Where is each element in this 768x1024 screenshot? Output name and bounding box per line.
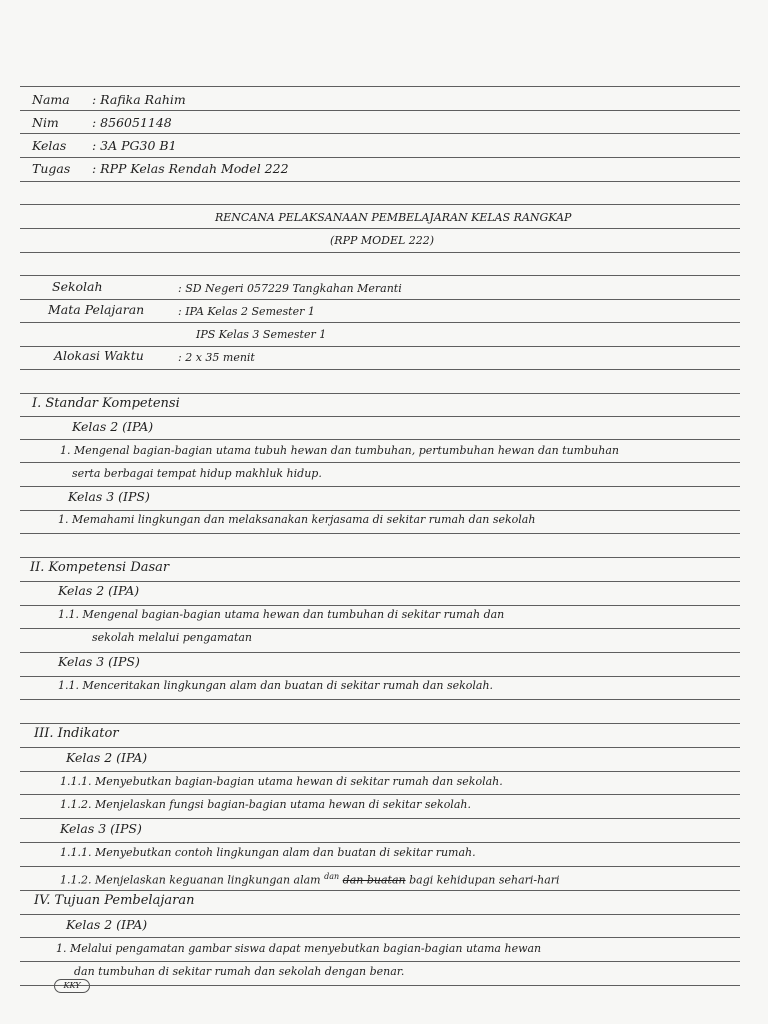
ruled-line: [20, 181, 740, 182]
ruled-line: [20, 86, 740, 87]
ruled-line: [20, 204, 740, 205]
nim-value: : 856051148: [92, 115, 172, 130]
ruled-line: [20, 628, 740, 629]
section-3-item-1: 1.1.1. Menyebutkan bagian-bagian utama hewan di sekitar rumah dan sekolah.: [60, 775, 503, 788]
ruled-line: [20, 133, 740, 134]
ruled-line: [20, 890, 740, 891]
tugas-value: : RPP Kelas Rendah Model 222: [92, 161, 289, 176]
section-3-item-4-strikethrough: dan buatan: [342, 873, 406, 887]
section-1-kelas3: Kelas 3 (IPS): [68, 489, 150, 504]
ruled-line: [20, 652, 740, 653]
ruled-line: [20, 842, 740, 843]
mapel-label: Mata Pelajaran: [48, 302, 145, 317]
ruled-line: [20, 275, 740, 276]
doc-subtitle: (RPP MODEL 222): [330, 234, 435, 247]
ruled-line: [20, 299, 740, 300]
section-2-kelas2: Kelas 2 (IPA): [58, 583, 140, 598]
ruled-line: [20, 393, 740, 394]
ruled-line: [20, 533, 740, 534]
ruled-line: [20, 723, 740, 724]
ruled-line: [20, 581, 740, 582]
mapel-value-ipa: : IPA Kelas 2 Semester 1: [178, 305, 315, 318]
section-3-kelas2: Kelas 2 (IPA): [66, 750, 148, 765]
ruled-line: [20, 818, 740, 819]
ruled-line: [20, 914, 740, 915]
ruled-line: [20, 866, 740, 867]
ruled-line: [20, 110, 740, 111]
section-4-item-1b: dan tumbuhan di sekitar rumah dan sekolah dengan benar.: [74, 965, 405, 978]
ruled-line: [20, 699, 740, 700]
nama-value: : Rafika Rahim: [92, 92, 186, 107]
section-3-kelas3: Kelas 3 (IPS): [60, 821, 142, 836]
section-3-heading: III. Indikator: [34, 726, 119, 741]
section-1-kelas2: Kelas 2 (IPA): [72, 419, 154, 434]
ruled-line: [20, 937, 740, 938]
ruled-line: [20, 510, 740, 511]
tugas-label: Tugas: [32, 161, 71, 176]
waktu-label: Alokasi Waktu: [54, 348, 144, 363]
ruled-line: [20, 557, 740, 558]
section-1-item-1a: 1. Mengenal bagian-bagian utama tubuh hewan dan tumbuhan, pertumbuhan hewan dan tumbuhan: [60, 444, 619, 457]
section-1-heading: I. Standar Kompetensi: [32, 396, 180, 411]
footer-stamp: KKY: [54, 979, 90, 993]
ruled-line: [20, 157, 740, 158]
doc-title: RENCANA PELAKSANAAN PEMBELAJARAN KELAS RANGKAP: [215, 211, 572, 224]
ruled-line: [20, 747, 740, 748]
waktu-value: : 2 x 35 menit: [178, 351, 255, 364]
nama-label: Nama: [32, 92, 70, 107]
ruled-line: [20, 605, 740, 606]
section-4-kelas2: Kelas 2 (IPA): [66, 917, 148, 932]
section-2-kelas3: Kelas 3 (IPS): [58, 654, 140, 669]
ruled-line: [20, 771, 740, 772]
sekolah-label: Sekolah: [52, 279, 103, 294]
ruled-line: [20, 486, 740, 487]
section-2-item-1a: 1.1. Mengenal bagian-bagian utama hewan dan tumbuhan di sekitar rumah dan: [58, 608, 505, 621]
section-3-item-4: [60, 869, 560, 889]
ruled-line: [20, 462, 740, 463]
section-1-item-2: 1. Memahami lingkungan dan melaksanakan kerjasama di sekitar rumah dan sekolah: [58, 513, 536, 526]
ruled-line: [20, 252, 740, 253]
ruled-line: [20, 322, 740, 323]
section-3-item-4-insert: dan: [324, 872, 340, 881]
section-2-item-2: 1.1. Menceritakan lingkungan alam dan buatan di sekitar rumah dan sekolah.: [58, 679, 494, 692]
section-2-heading: II. Kompetensi Dasar: [30, 560, 170, 575]
ruled-line: [20, 346, 740, 347]
section-4-item-1a: 1. Melalui pengamatan gambar siswa dapat menyebutkan bagian-bagian utama hewan: [56, 942, 542, 955]
nim-label: Nim: [32, 115, 59, 130]
kelas-value: : 3A PG30 B1: [92, 138, 177, 153]
section-3-item-2: 1.1.2. Menjelaskan fungsi bagian-bagian utama hewan di sekitar sekolah.: [60, 798, 471, 811]
section-4-heading: IV. Tujuan Pembelajaran: [34, 893, 195, 908]
ruled-line: [20, 439, 740, 440]
ruled-line: [20, 228, 740, 229]
ruled-line: [20, 676, 740, 677]
mapel-value-ips: IPS Kelas 3 Semester 1: [196, 328, 327, 341]
section-3-item-4-pre: 1.1.2. Menjelaskan keguanan lingkungan alam: [60, 873, 321, 887]
kelas-label: Kelas: [32, 138, 67, 153]
sekolah-value: : SD Negeri 057229 Tangkahan Meranti: [178, 282, 402, 295]
ruled-line: [20, 794, 740, 795]
ruled-line: [20, 961, 740, 962]
section-3-item-3: 1.1.1. Menyebutkan contoh lingkungan alam dan buatan di sekitar rumah.: [60, 846, 476, 859]
section-2-item-1b: sekolah melalui pengamatan: [92, 631, 253, 644]
ruled-line: [20, 985, 740, 986]
ruled-line: [20, 369, 740, 370]
section-1-item-1b: serta berbagai tempat hidup makhluk hidup.: [72, 467, 322, 480]
section-3-item-4-post: bagi kehidupan sehari-hari: [409, 873, 560, 887]
ruled-line: [20, 416, 740, 417]
